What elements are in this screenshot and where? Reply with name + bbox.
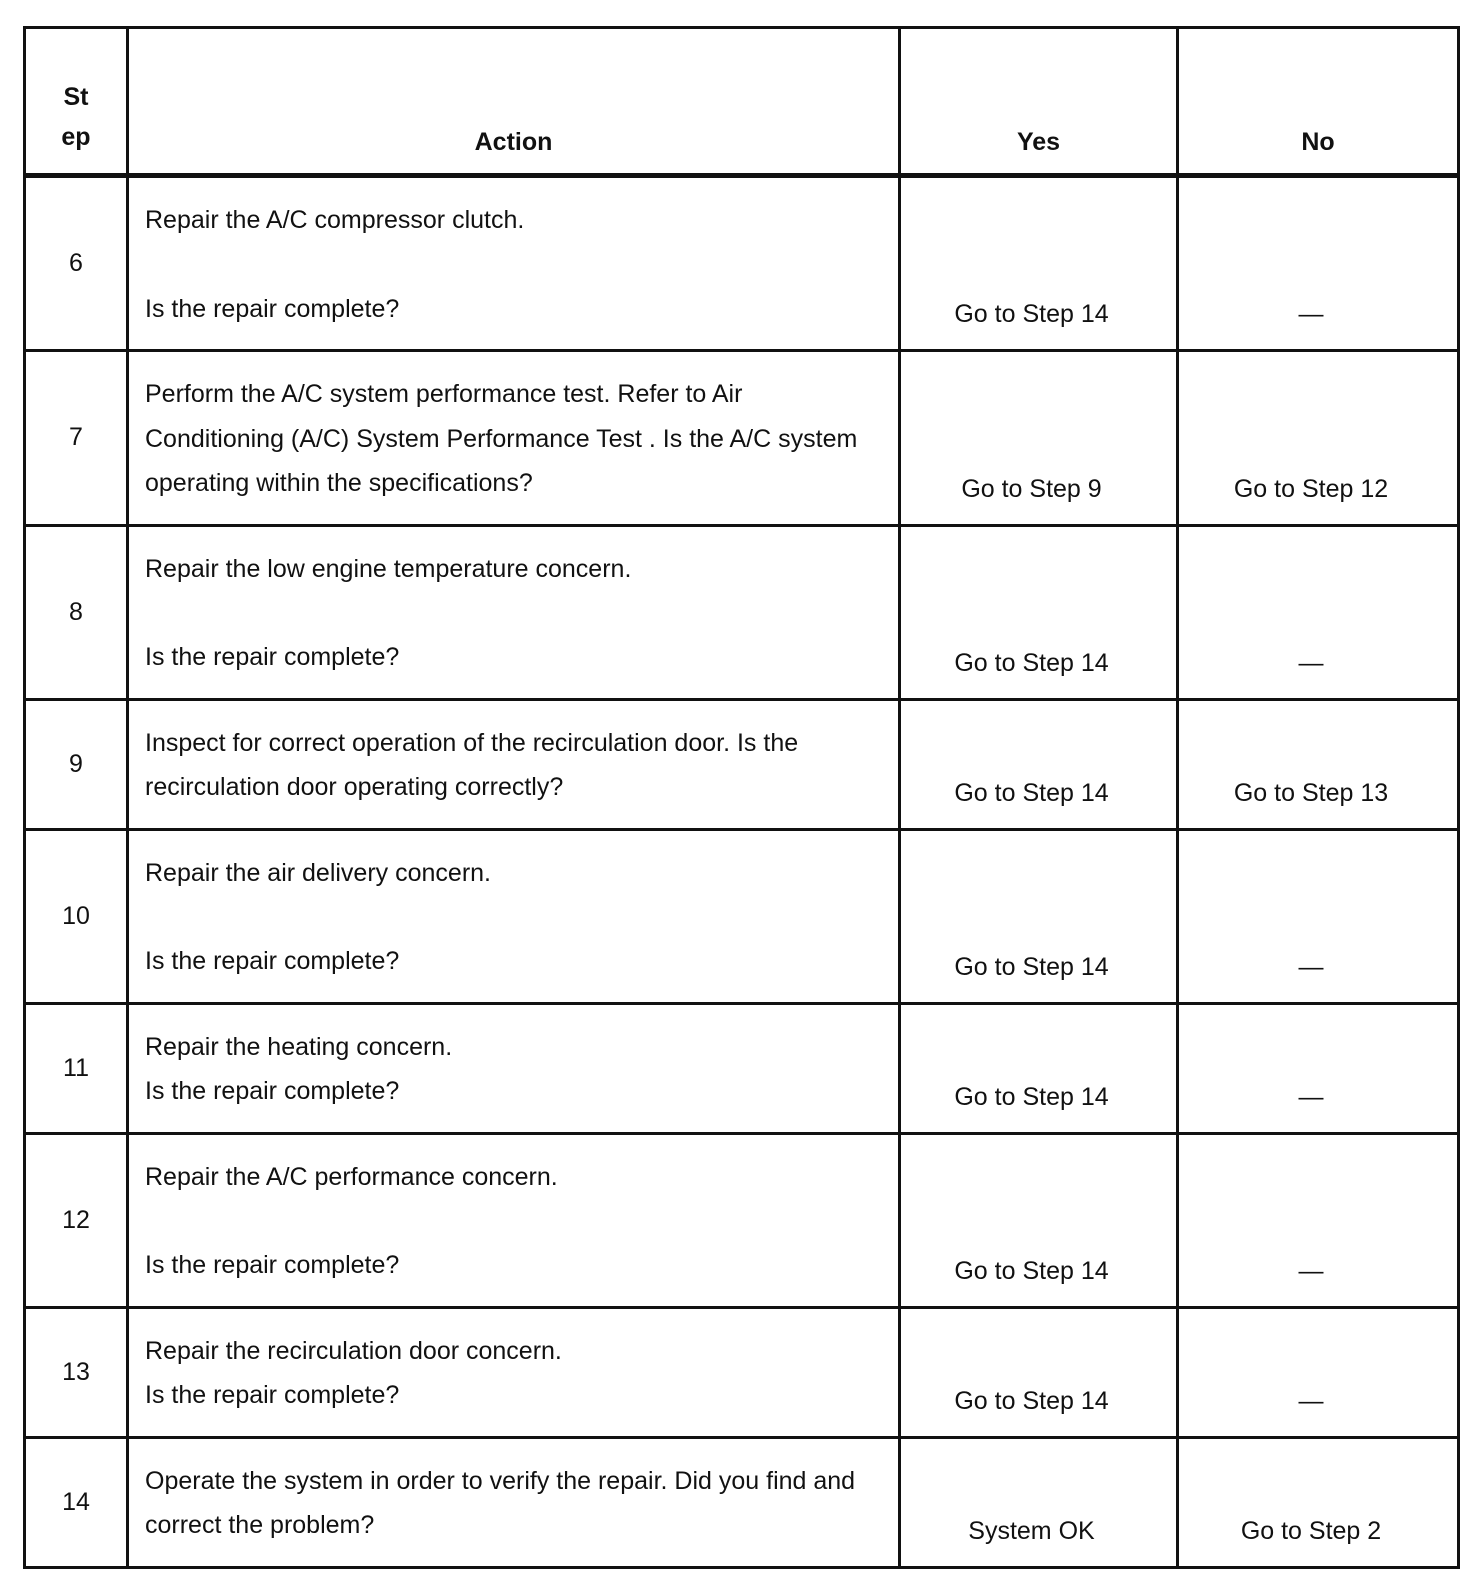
- yes-outcome: Go to Step 14: [900, 699, 1178, 829]
- no-outcome: Go to Step 13: [1178, 699, 1459, 829]
- no-outcome: Go to Step 12: [1178, 351, 1459, 526]
- step-number: 12: [25, 1133, 128, 1307]
- action-cell: [128, 1003, 900, 1133]
- question-text: Is the repair complete?: [145, 294, 400, 323]
- step-number: 10: [25, 829, 128, 1003]
- step-column-header: [25, 28, 128, 176]
- step-header-line2: ep: [61, 123, 91, 151]
- step-header-line1: St: [63, 83, 89, 111]
- yes-outcome: Go to Step 14: [900, 829, 1178, 1003]
- action-text: Repair the A/C performance concern.: [145, 1162, 558, 1191]
- yes-outcome: Go to Step 14: [900, 1003, 1178, 1133]
- table-row: [25, 1003, 1459, 1133]
- yes-column-header: Yes: [900, 28, 1178, 176]
- table-row: [25, 525, 1459, 699]
- no-outcome: —: [1178, 176, 1459, 351]
- question-text: Is the repair complete?: [145, 1251, 400, 1279]
- question-text: Is the repair complete?: [145, 643, 400, 671]
- yes-outcome: System OK: [900, 1437, 1178, 1567]
- action-text: Repair the heating concern.: [145, 1032, 453, 1061]
- yes-outcome: Go to Step 14: [900, 1133, 1178, 1307]
- no-outcome: —: [1178, 1307, 1459, 1437]
- step-number: 11: [25, 1003, 128, 1133]
- yes-outcome: Go to Step 14: [900, 176, 1178, 351]
- question-text: Is the repair complete?: [145, 1381, 400, 1409]
- table-row: [25, 829, 1459, 1003]
- diagnostic-table: [23, 26, 1460, 1569]
- step-number: 7: [25, 351, 128, 526]
- table-row: [25, 699, 1459, 829]
- question-text: Is the repair complete?: [145, 1077, 400, 1105]
- action-text: Perform the A/C system performance test. Refer to Air Conditioning (A/C) System Performance Test . Is the A/C system operating within the specifications?: [145, 380, 858, 497]
- no-outcome: —: [1178, 1003, 1459, 1133]
- table-row: [25, 351, 1459, 526]
- step-number: 9: [25, 699, 128, 829]
- no-column-header: No: [1178, 28, 1459, 176]
- no-outcome: Go to Step 2: [1178, 1437, 1459, 1567]
- no-outcome: —: [1178, 1133, 1459, 1307]
- question-text: Is the repair complete?: [145, 947, 400, 975]
- action-cell: [128, 829, 900, 1003]
- action-text: Repair the air delivery concern.: [145, 858, 491, 887]
- action-text: Repair the recirculation door concern.: [145, 1336, 562, 1365]
- table-row: [25, 1133, 1459, 1307]
- action-text: Repair the A/C compressor clutch.: [145, 206, 525, 234]
- step-number: 14: [25, 1437, 128, 1567]
- table-row: [25, 1437, 1459, 1567]
- action-column-header: Action: [128, 28, 900, 176]
- action-cell: [128, 1437, 900, 1567]
- yes-outcome: Go to Step 9: [900, 351, 1178, 526]
- step-number: 13: [25, 1307, 128, 1437]
- step-number: 6: [25, 176, 128, 351]
- action-cell: [128, 351, 900, 526]
- no-outcome: —: [1178, 829, 1459, 1003]
- action-cell: [128, 1307, 900, 1437]
- table-row: [25, 176, 1459, 351]
- header-row: [25, 28, 1459, 176]
- action-cell: [128, 1133, 900, 1307]
- yes-outcome: Go to Step 14: [900, 1307, 1178, 1437]
- table-row: [25, 1307, 1459, 1437]
- no-outcome: —: [1178, 525, 1459, 699]
- action-text: Repair the low engine temperature concern.: [145, 554, 632, 583]
- action-cell: [128, 699, 900, 829]
- step-number: 8: [25, 525, 128, 699]
- action-text: Operate the system in order to verify the repair. Did you find and correct the problem?: [145, 1466, 856, 1539]
- action-cell: [128, 176, 900, 351]
- action-text: Inspect for correct operation of the recirculation door. Is the recirculation door operating correctly?: [145, 728, 799, 801]
- yes-outcome: Go to Step 14: [900, 525, 1178, 699]
- action-cell: [128, 525, 900, 699]
